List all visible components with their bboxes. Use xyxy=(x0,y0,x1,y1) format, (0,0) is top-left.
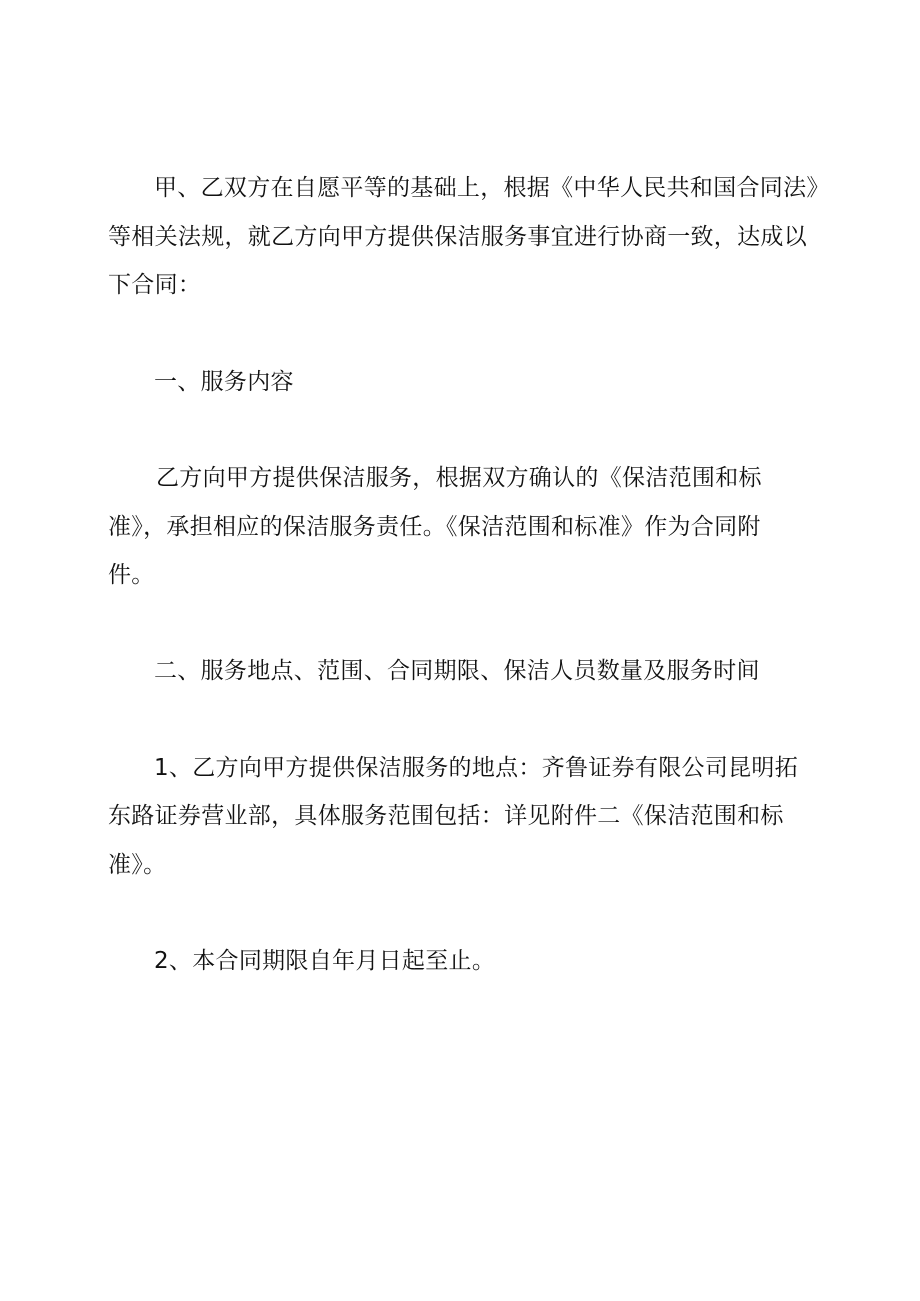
section2-item2: 2、本合同期限自年月日起至止。 xyxy=(154,948,496,974)
section1-line-2: 准》，承担相应的保洁服务责任。《保洁范围和标准》作为合同附 xyxy=(108,514,761,540)
section2-item1-line-1: 1、乙方向甲方提供保洁服务的地点：齐鲁证券有限公司昆明拓 xyxy=(154,755,799,781)
section1-heading: 一、服务内容 xyxy=(154,369,294,395)
section2-item1-line-2: 东路证券营业部，具体服务范围包括：详见附件二《保洁范围和标 xyxy=(108,803,784,829)
section2-heading: 二、服务地点、范围、合同期限、保洁人员数量及服务时间 xyxy=(154,658,760,684)
section2-item1-line-3: 准》。 xyxy=(108,852,167,878)
section1-line-1: 乙方向甲方提供保洁服务，根据双方确认的《保洁范围和标 xyxy=(156,465,762,491)
intro-line-1: 甲、乙双方在自愿平等的基础上，根据《中华人民共和国合同法》 xyxy=(154,175,830,201)
intro-line-3: 下合同： xyxy=(108,272,202,298)
section1-line-3: 件。 xyxy=(108,562,155,588)
intro-line-2: 等相关法规，就乙方向甲方提供保洁服务事宜进行协商一致，达成以 xyxy=(108,224,807,250)
